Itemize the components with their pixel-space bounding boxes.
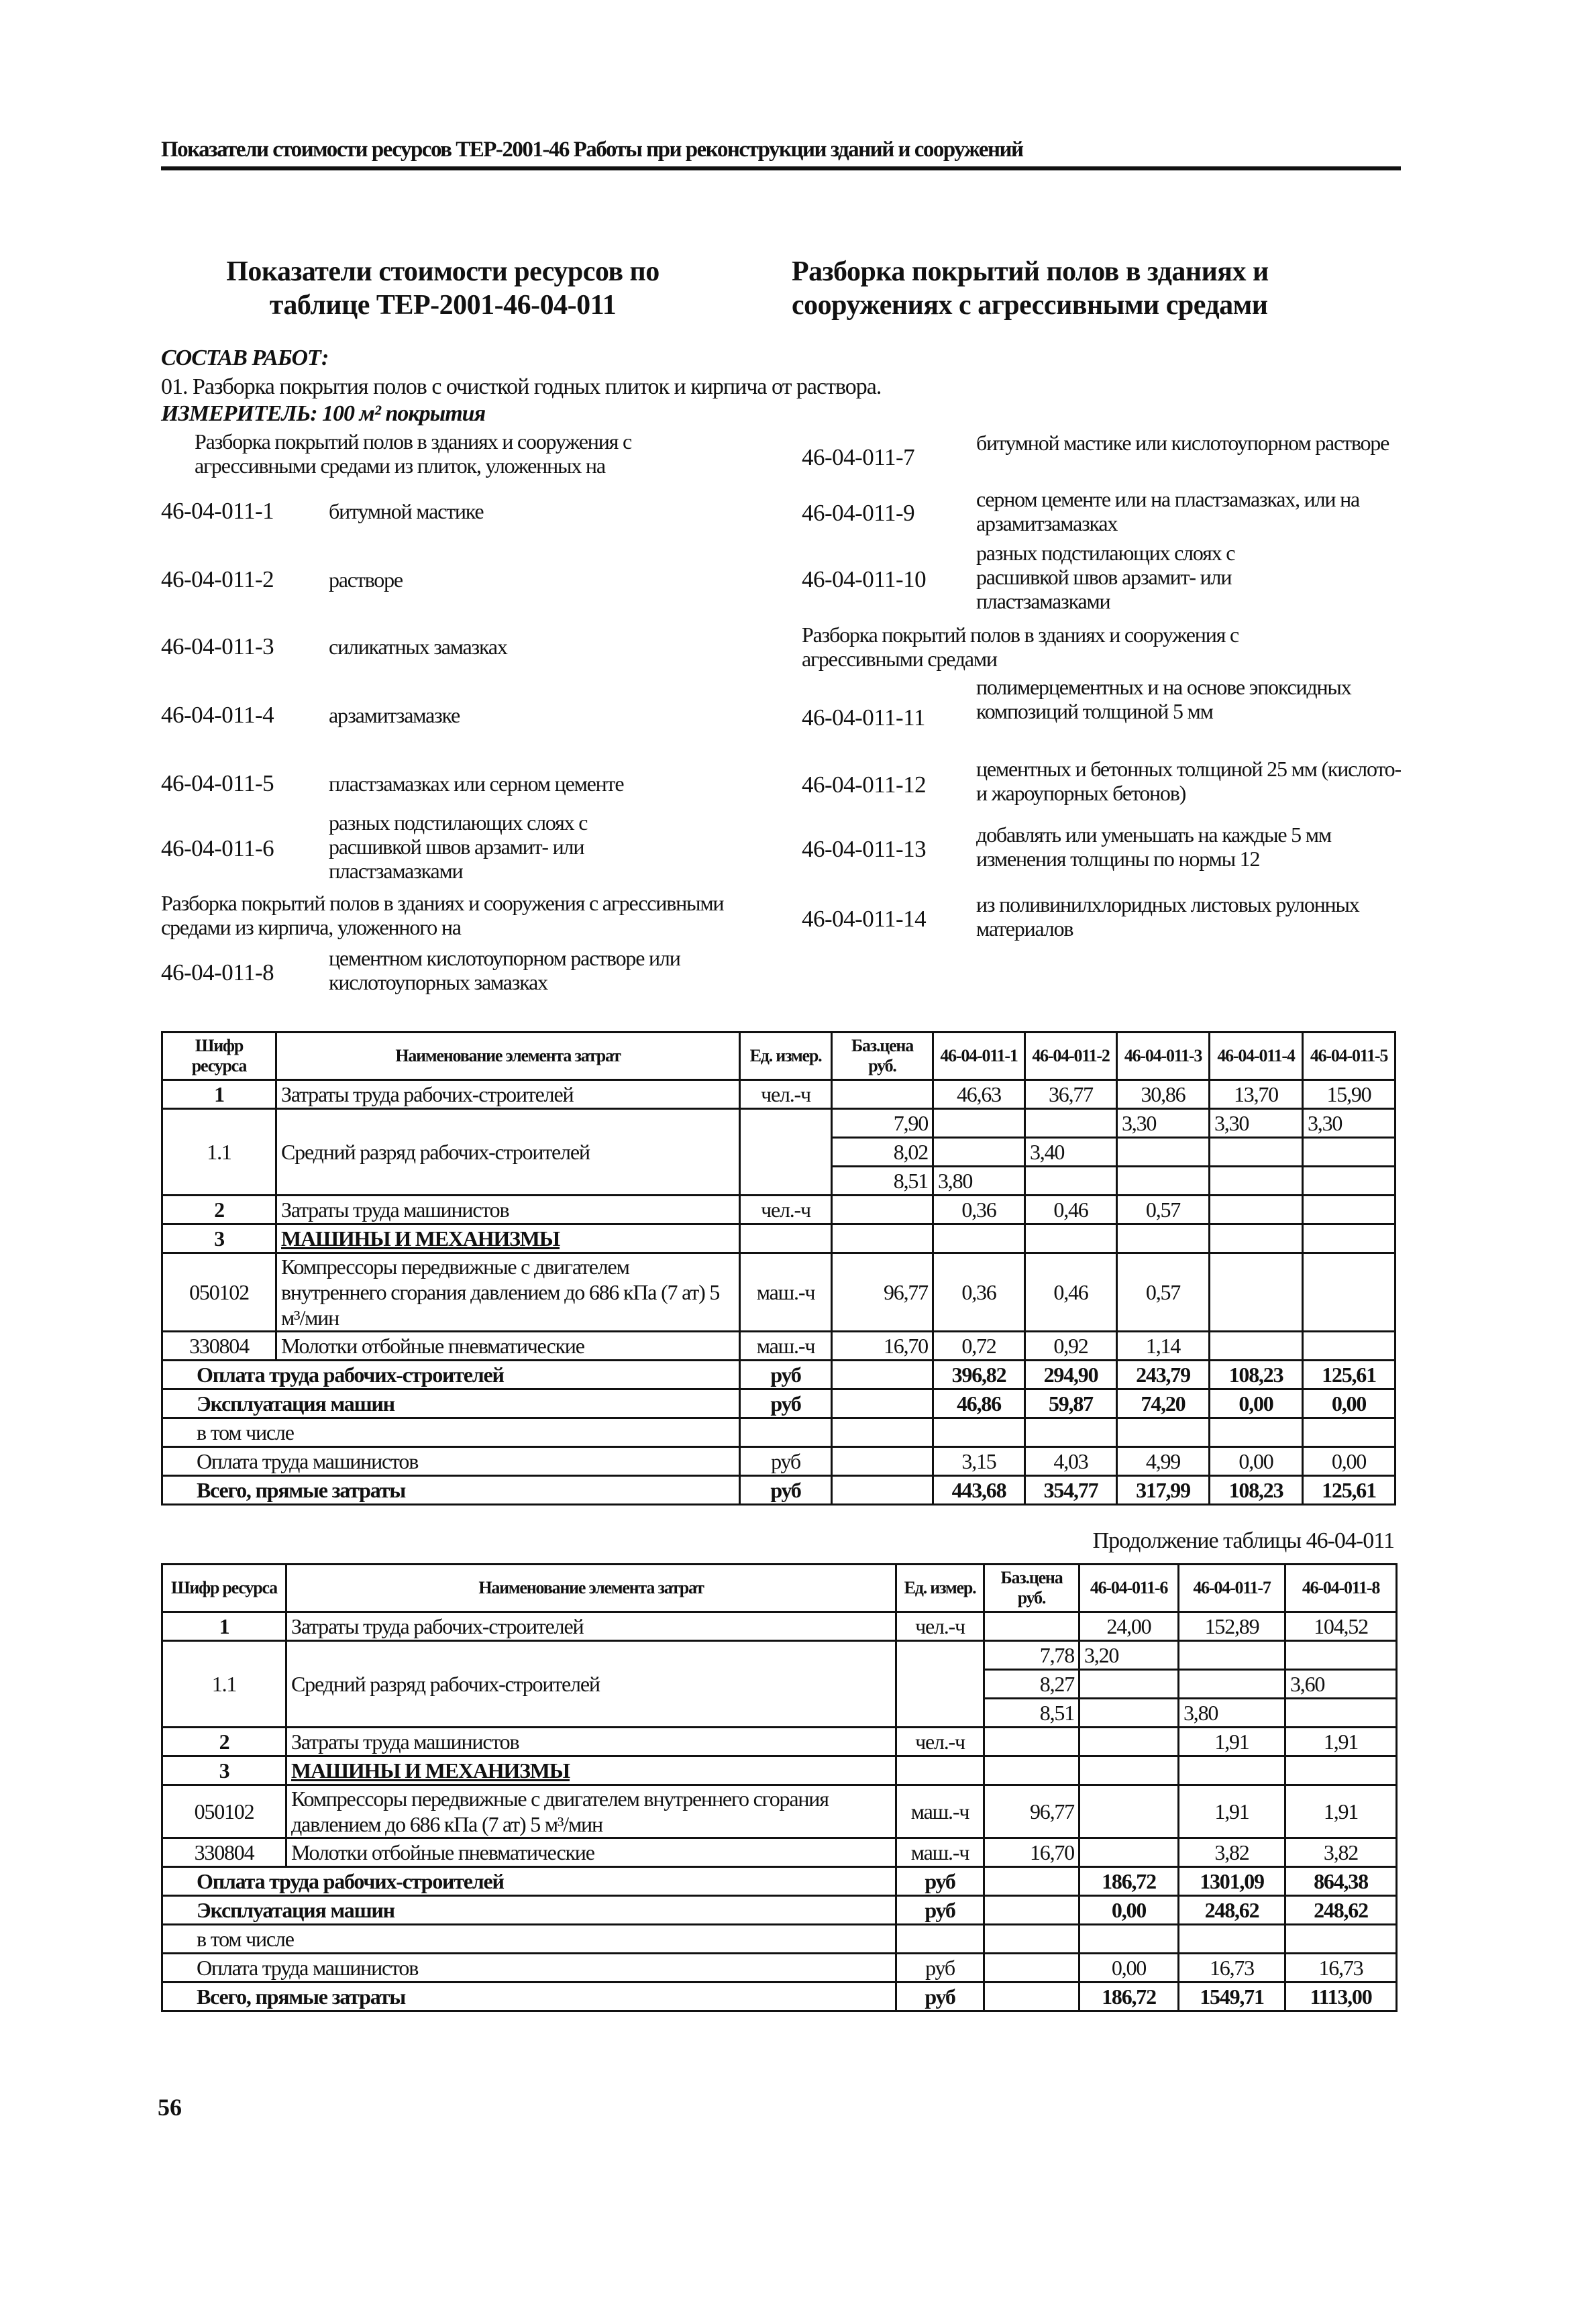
value-cell: 864,38 [1285, 1867, 1397, 1896]
item-desc: полимерцементных и на основе эпоксидных композиций толщиной 5 мм [976, 675, 1351, 723]
value-cell [1210, 1167, 1303, 1196]
table-row [162, 1896, 1397, 1925]
continuation-label: Продолжение таблицы 46-04-011 [1092, 1528, 1394, 1553]
value-cell: 59,87 [1025, 1389, 1117, 1418]
base-price [832, 1389, 933, 1418]
value-cell [1025, 1418, 1117, 1447]
value-cell: 13,70 [1210, 1080, 1303, 1109]
summary-label: Оплата труда рабочих-строителей [162, 1361, 740, 1389]
table-row [162, 1785, 1397, 1838]
header-row [162, 1565, 1397, 1612]
value-cell: 0,00 [1303, 1447, 1395, 1476]
value-cell [1303, 1224, 1395, 1253]
base-price [832, 1418, 933, 1447]
value-cell: 104,52 [1285, 1612, 1397, 1641]
value-cell [1210, 1196, 1303, 1224]
base-price [832, 1080, 933, 1109]
resource-cost-table-1 [161, 1031, 1396, 1506]
item-code: 46-04-011-1 [161, 498, 274, 524]
value-cell: 1113,00 [1285, 1983, 1397, 2011]
resource-code: 2 [162, 1728, 286, 1756]
base-price: 8,51 [832, 1167, 933, 1196]
value-cell [1079, 1785, 1179, 1838]
value-cell [933, 1224, 1025, 1253]
cost-element-name: Молотки отбойные пневматические [286, 1838, 896, 1867]
cost-element-name: Молотки отбойные пневматические [276, 1332, 740, 1361]
base-price [984, 1867, 1079, 1896]
value-cell [1210, 1332, 1303, 1361]
unit [740, 1418, 832, 1447]
value-cell [1210, 1224, 1303, 1253]
value-cell [1303, 1418, 1395, 1447]
column-header: Наименование элемента затрат [276, 1033, 740, 1080]
value-cell [1025, 1109, 1117, 1138]
value-cell: 294,90 [1025, 1361, 1117, 1389]
value-cell: 248,62 [1285, 1896, 1397, 1925]
unit-cell [740, 1109, 832, 1196]
value-cell: 354,77 [1025, 1476, 1117, 1505]
column-header: 46-04-011-5 [1303, 1033, 1395, 1080]
value-cell: 125,61 [1303, 1476, 1395, 1505]
value-cell: 4,03 [1025, 1447, 1117, 1476]
value-cell [1025, 1224, 1117, 1253]
item-code: 46-04-011-13 [802, 836, 927, 862]
table-row [162, 1332, 1395, 1361]
value-cell: 46,63 [933, 1080, 1025, 1109]
value-cell: 1301,09 [1179, 1867, 1285, 1896]
item-code: 46-04-011-8 [161, 959, 274, 986]
cost-element-name: Затраты труда машинистов [286, 1728, 896, 1756]
unit: чел.-ч [740, 1196, 832, 1224]
value-cell: 248,62 [1179, 1896, 1285, 1925]
unit [740, 1224, 832, 1253]
item-code: 46-04-011-12 [802, 772, 927, 798]
summary-label: Эксплуатация машин [162, 1896, 896, 1925]
value-cell: 46,86 [933, 1389, 1025, 1418]
value-cell: 1,91 [1285, 1785, 1397, 1838]
base-price [832, 1361, 933, 1389]
resource-code: 1.1 [162, 1641, 286, 1728]
column-header: Баз.цена руб. [984, 1565, 1079, 1612]
value-cell [933, 1138, 1025, 1167]
value-cell [1179, 1670, 1285, 1699]
summary-label: Оплата труда рабочих-строителей [162, 1867, 896, 1896]
table-row [162, 1983, 1397, 2011]
table-row [162, 1925, 1397, 1954]
value-cell [1303, 1138, 1395, 1167]
unit: руб [740, 1361, 832, 1389]
base-price [832, 1196, 933, 1224]
resource-code: 2 [162, 1196, 276, 1224]
value-cell: 0,00 [1210, 1447, 1303, 1476]
value-cell: 4,99 [1117, 1447, 1210, 1476]
item-desc: цементных и бетонных толщиной 25 мм (кислото- и жароупорных бетонов) [976, 757, 1401, 805]
column-header: 46-04-011-7 [1179, 1565, 1285, 1612]
summary-label: Всего, прямые затраты [162, 1476, 740, 1505]
value-cell: 0,00 [1079, 1954, 1179, 1983]
value-cell: 0,00 [1079, 1896, 1179, 1925]
value-cell [1210, 1138, 1303, 1167]
column-header: 46-04-011-2 [1025, 1033, 1117, 1080]
value-cell: 3,15 [933, 1447, 1025, 1476]
table-row [162, 1728, 1397, 1756]
value-cell [1117, 1167, 1210, 1196]
value-cell: 0,00 [1303, 1389, 1395, 1418]
value-cell [1179, 1756, 1285, 1785]
resource-code: 330804 [162, 1332, 276, 1361]
left-intro-2: Разборка покрытий полов в зданиях и сооружения с агрессивными средами из кирпича, уложенного на [161, 891, 724, 939]
value-cell: 1549,71 [1179, 1983, 1285, 2011]
item-desc: разных подстилающих слоях с расшивкой швов арзамит- или пластзамазками [976, 541, 1235, 613]
table-row [162, 1612, 1397, 1641]
unit: маш.-ч [896, 1838, 984, 1867]
value-cell: 0,46 [1025, 1253, 1117, 1332]
unit: маш.-ч [896, 1785, 984, 1838]
value-cell [933, 1418, 1025, 1447]
unit-cell [896, 1641, 984, 1728]
value-cell: 0,92 [1025, 1332, 1117, 1361]
item-code: 46-04-011-14 [802, 906, 927, 932]
value-cell: 3,30 [1303, 1109, 1395, 1138]
value-cell [1210, 1418, 1303, 1447]
title-right: Разборка покрытий полов в зданиях и сооружениях с агрессивными средами [792, 256, 1269, 321]
cost-element-name: Средний разряд рабочих-строителей [286, 1641, 896, 1728]
table-row [162, 1196, 1395, 1224]
resource-code: 1 [162, 1080, 276, 1109]
page-number: 56 [158, 2094, 182, 2121]
item-code: 46-04-011-11 [802, 704, 925, 731]
work-composition-label: СОСТАВ РАБОТ: [161, 346, 329, 370]
right-intro: Разборка покрытий полов в зданиях и сооружения с агрессивными средами [802, 623, 1239, 671]
cost-element-name: Компрессоры передвижные с двигателем внутреннего сгорания давлением до 686 кПа (7 ат) 5 м³/мин [276, 1253, 740, 1332]
value-cell: 3,20 [1079, 1641, 1179, 1670]
table-row [162, 1080, 1395, 1109]
resource-code: 050102 [162, 1785, 286, 1838]
item-desc: битумной мастике или кислотоупорном растворе [976, 431, 1389, 455]
value-cell [1079, 1925, 1179, 1954]
table-row [162, 1447, 1395, 1476]
item-code: 46-04-011-3 [161, 633, 274, 659]
unit [896, 1925, 984, 1954]
resource-code: 1.1 [162, 1109, 276, 1196]
value-cell [1285, 1925, 1397, 1954]
resource-cost-table-2 [161, 1563, 1398, 2012]
value-cell: 186,72 [1079, 1983, 1179, 2011]
value-cell [1179, 1641, 1285, 1670]
value-cell: 3,40 [1025, 1138, 1117, 1167]
summary-label: Эксплуатация машин [162, 1389, 740, 1418]
unit [896, 1756, 984, 1785]
column-header: 46-04-011-6 [1079, 1565, 1179, 1612]
value-cell [1303, 1253, 1395, 1332]
summary-label: Оплата труда машинистов [162, 1954, 896, 1983]
item-desc: добавлять или уменьшать на каждые 5 мм изменения толщины по нормы 12 [976, 823, 1331, 871]
unit: руб [896, 1954, 984, 1983]
table-row [162, 1109, 1395, 1138]
left-intro: Разборка покрытий полов в зданиях и сооружения с агрессивными средами из плиток, уложенных на [195, 429, 631, 478]
item-desc: силикатных замазках [329, 635, 507, 659]
base-price: 8,02 [832, 1138, 933, 1167]
cost-element-name: Затраты труда машинистов [276, 1196, 740, 1224]
value-cell [1285, 1699, 1397, 1728]
value-cell: 15,90 [1303, 1080, 1395, 1109]
base-price [832, 1476, 933, 1505]
column-header: Наименование элемента затрат [286, 1565, 896, 1612]
value-cell: 125,61 [1303, 1361, 1395, 1389]
base-price [984, 1896, 1079, 1925]
item-code: 46-04-011-9 [802, 500, 915, 526]
base-price: 16,70 [984, 1838, 1079, 1867]
value-cell [1079, 1838, 1179, 1867]
value-cell: 16,73 [1285, 1954, 1397, 1983]
column-header: Ед. измер. [740, 1033, 832, 1080]
unit: чел.-ч [740, 1080, 832, 1109]
cost-element-name: Затраты труда рабочих-строителей [286, 1612, 896, 1641]
value-cell [1179, 1925, 1285, 1954]
base-price: 7,90 [832, 1109, 933, 1138]
base-price: 96,77 [832, 1253, 933, 1332]
item-code: 46-04-011-7 [802, 444, 915, 470]
base-price [832, 1447, 933, 1476]
unit: руб [896, 1983, 984, 2011]
value-cell [1079, 1670, 1179, 1699]
base-price [984, 1756, 1079, 1785]
base-price: 16,70 [832, 1332, 933, 1361]
value-cell: 0,36 [933, 1196, 1025, 1224]
item-code: 46-04-011-4 [161, 702, 274, 728]
column-header: Шифр ресурса [162, 1565, 286, 1612]
value-cell: 36,77 [1025, 1080, 1117, 1109]
value-cell: 186,72 [1079, 1867, 1179, 1896]
value-cell: 3,30 [1117, 1109, 1210, 1138]
value-cell [1303, 1332, 1395, 1361]
item-code: 46-04-011-10 [802, 566, 927, 592]
value-cell [1303, 1167, 1395, 1196]
unit: руб [896, 1867, 984, 1896]
value-cell [1025, 1167, 1117, 1196]
value-cell: 0,00 [1210, 1389, 1303, 1418]
value-cell: 3,80 [933, 1167, 1025, 1196]
value-cell [1285, 1756, 1397, 1785]
unit: чел.-ч [896, 1728, 984, 1756]
cost-element-name: Средний разряд рабочих-строителей [276, 1109, 740, 1196]
resource-code: 1 [162, 1612, 286, 1641]
resource-code: 3 [162, 1224, 276, 1253]
column-header: 46-04-011-3 [1117, 1033, 1210, 1080]
item-desc: битумной мастике [329, 499, 484, 523]
value-cell: 0,36 [933, 1253, 1025, 1332]
value-cell [1117, 1418, 1210, 1447]
column-header: Ед. измер. [896, 1565, 984, 1612]
value-cell: 74,20 [1117, 1389, 1210, 1418]
table-row [162, 1954, 1397, 1983]
base-price [984, 1612, 1079, 1641]
summary-label: Оплата труда машинистов [162, 1447, 740, 1476]
cost-element-name: Компрессоры передвижные с двигателем внутреннего сгорания давлением до 686 кПа (7 ат) 5 м³/мин [286, 1785, 896, 1838]
value-cell [1285, 1641, 1397, 1670]
value-cell [1210, 1253, 1303, 1332]
base-price [832, 1224, 933, 1253]
value-cell: 30,86 [1117, 1080, 1210, 1109]
base-price [984, 1925, 1079, 1954]
value-cell: 317,99 [1117, 1476, 1210, 1505]
value-cell: 396,82 [933, 1361, 1025, 1389]
resource-code: 050102 [162, 1253, 276, 1332]
running-header: Показатели стоимости ресурсов ТЕР-2001-46 Работы при реконструкции зданий и сооружений [161, 138, 1023, 162]
table-row [162, 1838, 1397, 1867]
table-row [162, 1756, 1397, 1785]
value-cell [1079, 1756, 1179, 1785]
table-row [162, 1389, 1395, 1418]
cost-element-name: Затраты труда рабочих-строителей [276, 1080, 740, 1109]
unit: маш.-ч [740, 1253, 832, 1332]
work-composition-item: 01. Разборка покрытия полов с очисткой годных плиток и кирпича от раствора. [161, 374, 882, 399]
table-row [162, 1361, 1395, 1389]
base-price: 8,27 [984, 1670, 1079, 1699]
summary-label: в том числе [162, 1418, 740, 1447]
item-desc: цементном кислотоупорном растворе или кислотоупорных замазках [329, 946, 680, 994]
table-row [162, 1418, 1395, 1447]
unit: руб [740, 1389, 832, 1418]
unit: чел.-ч [896, 1612, 984, 1641]
value-cell: 3,82 [1285, 1838, 1397, 1867]
value-cell: 1,91 [1179, 1728, 1285, 1756]
value-cell: 1,91 [1179, 1785, 1285, 1838]
value-cell: 443,68 [933, 1476, 1025, 1505]
table-row [162, 1641, 1397, 1670]
unit: руб [896, 1896, 984, 1925]
base-price: 96,77 [984, 1785, 1079, 1838]
header-rule [161, 166, 1401, 170]
value-cell: 3,82 [1179, 1838, 1285, 1867]
value-cell [1303, 1196, 1395, 1224]
value-cell: 3,60 [1285, 1670, 1397, 1699]
header-row [162, 1033, 1395, 1080]
value-cell: 152,89 [1179, 1612, 1285, 1641]
value-cell [1117, 1138, 1210, 1167]
unit: маш.-ч [740, 1332, 832, 1361]
summary-label: Всего, прямые затраты [162, 1983, 896, 2011]
item-desc: пластзамазках или серном цементе [329, 772, 624, 796]
title-left: Показатели стоимости ресурсов по таблице ТЕР-2001-46-04-011 [226, 256, 660, 321]
table-row [162, 1476, 1395, 1505]
base-price: 7,78 [984, 1641, 1079, 1670]
column-header: 46-04-011-1 [933, 1033, 1025, 1080]
column-header: 46-04-011-4 [1210, 1033, 1303, 1080]
summary-label: в том числе [162, 1925, 896, 1954]
table-row [162, 1224, 1395, 1253]
item-desc: растворе [329, 568, 403, 592]
value-cell: 3,30 [1210, 1109, 1303, 1138]
item-desc: серном цементе или на пластзамазках, или на арзамитзамазках [976, 487, 1360, 535]
item-desc: из поливинилхлоридных листовых рулонных материалов [976, 892, 1359, 941]
column-header: 46-04-011-8 [1285, 1565, 1397, 1612]
column-header: Баз.цена руб. [832, 1033, 933, 1080]
value-cell: 243,79 [1117, 1361, 1210, 1389]
value-cell: 108,23 [1210, 1476, 1303, 1505]
cost-element-name: МАШИНЫ И МЕХАНИЗМЫ [286, 1756, 896, 1785]
value-cell [1079, 1699, 1179, 1728]
unit: руб [740, 1476, 832, 1505]
base-price [984, 1954, 1079, 1983]
value-cell: 0,46 [1025, 1196, 1117, 1224]
value-cell [1117, 1224, 1210, 1253]
value-cell: 24,00 [1079, 1612, 1179, 1641]
resource-code: 3 [162, 1756, 286, 1785]
base-price [984, 1983, 1079, 2011]
item-code: 46-04-011-6 [161, 835, 274, 861]
value-cell: 0,57 [1117, 1253, 1210, 1332]
table-row [162, 1253, 1395, 1332]
value-cell: 1,14 [1117, 1332, 1210, 1361]
value-cell: 108,23 [1210, 1361, 1303, 1389]
value-cell [1079, 1728, 1179, 1756]
value-cell: 3,80 [1179, 1699, 1285, 1728]
value-cell: 0,57 [1117, 1196, 1210, 1224]
base-price: 8,51 [984, 1699, 1079, 1728]
measure-label: ИЗМЕРИТЕЛЬ: 100 м² покрытия [161, 401, 486, 426]
item-desc: арзамитзамазке [329, 703, 460, 727]
value-cell: 16,73 [1179, 1954, 1285, 1983]
item-code: 46-04-011-2 [161, 566, 274, 592]
value-cell [933, 1109, 1025, 1138]
item-code: 46-04-011-5 [161, 770, 274, 796]
column-header: Шифр ресурса [162, 1033, 276, 1080]
cost-element-name: МАШИНЫ И МЕХАНИЗМЫ [276, 1224, 740, 1253]
base-price [984, 1728, 1079, 1756]
resource-code: 330804 [162, 1838, 286, 1867]
value-cell: 1,91 [1285, 1728, 1397, 1756]
value-cell: 0,72 [933, 1332, 1025, 1361]
item-desc: разных подстилающих слоях с расшивкой швов арзамит- или пластзамазками [329, 810, 588, 883]
unit: руб [740, 1447, 832, 1476]
table-row [162, 1867, 1397, 1896]
